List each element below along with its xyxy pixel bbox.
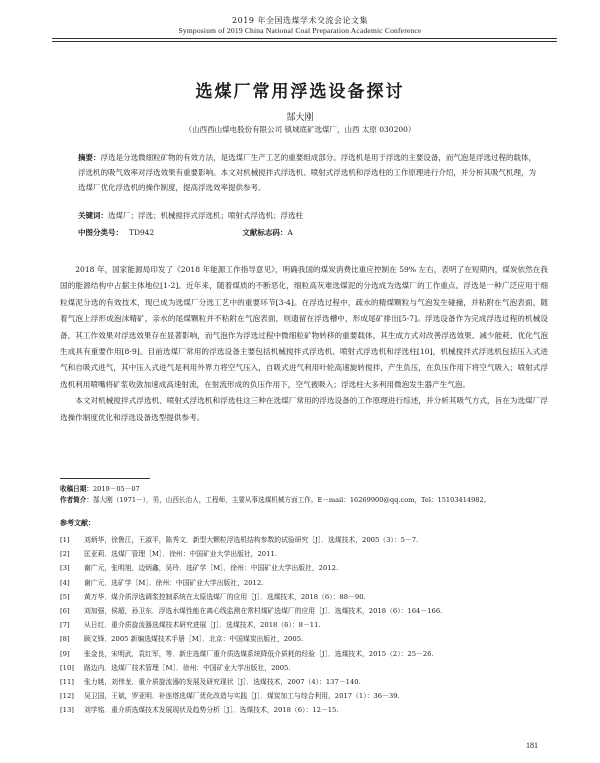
reference-item xyxy=(60,561,550,575)
reference-item xyxy=(60,675,550,689)
reference-text: 张力姚，刘伟龙．重介质旋流器的发展及研究现状［J］．选煤技术，2007（4）：137－140. xyxy=(84,678,361,687)
author-bio-label: 作者简介： xyxy=(60,496,93,504)
reference-number: [11] xyxy=(60,678,74,687)
reference-text: 谢广元，张明旭，边炳鑫，吴玲．选矿学［M］．徐州：中国矿业大学出版社，2012. xyxy=(84,564,339,573)
paper-title: 选煤厂常用浮选设备探讨 xyxy=(195,82,405,102)
page-number: 181 xyxy=(526,741,538,750)
paper-affiliation: （山西西山煤电股份有限公司 镇城底矿选煤厂，山西 太原 030200） xyxy=(184,125,416,134)
reference-item xyxy=(60,533,550,547)
clc-code: TD942 xyxy=(129,228,155,237)
footnote-rule xyxy=(60,478,150,479)
keywords xyxy=(78,210,536,221)
reference-item xyxy=(60,576,550,590)
reference-text: 刘学铭．重介质选煤技术发展现状及趋势分析［J］．选煤技术，2018（6）：12－15. xyxy=(84,706,339,715)
reference-text: 黄万华．煤介质浮选调浆控制系统在太原选煤厂的应用［J］．选煤技术，2018（6）：88－90. xyxy=(84,592,366,601)
received-date xyxy=(60,484,550,495)
reference-item xyxy=(60,590,550,604)
doc-code: A xyxy=(287,228,293,237)
classification xyxy=(78,227,536,238)
doc-code-label: 文献标志码： xyxy=(242,228,288,237)
running-header-cn: 2019 年全国选煤学术交流会论文集 xyxy=(232,16,368,25)
reference-item xyxy=(60,703,550,717)
reference-number: [5] xyxy=(60,592,70,601)
reference-number: [8] xyxy=(60,635,70,644)
header-rule xyxy=(52,38,557,39)
references-list xyxy=(60,533,550,718)
reference-text: 吴卫国，王斌，罗亚明．补连塔选煤厂优化改造与实践［J］．煤炭加工与综合利用，2017（1）：36－39. xyxy=(84,692,400,701)
reference-number: [10] xyxy=(60,663,74,672)
header-rule-thin xyxy=(52,41,557,42)
reference-item xyxy=(60,647,550,661)
body-paragraph-1: 2018 年，国家能源局印发了《2018 年能源工作指导意见》，明确我国的煤炭消费比重应控制在 59% 左右，表明了在短期内，煤炭依然在我国的能源结构中占据主体地位[1-2]。近年来，随着煤质的不断恶化，细粒高灰难选煤泥的分选成为选煤厂的工作重点。浮选是一种广泛应用于细粒煤泥分选的有效技术，现已成为选煤厂分选工艺中的重要环节[3-4]。在浮选过程中，疏水的精煤颗粒与气泡发生碰撞，并粘附在气泡表面，随着气泡上浮形成泡沫精矿，亲水的尾煤颗粒并不粘附在气泡表面，则遗留在浮选槽中，形成尾矿排出[5-7]。浮选设备作为完成浮选过程的机械设备，其工作效果对浮选效果存在显著影响，而气泡作为浮选过程中微细粒矿物转移的重要载体，其生成方式对改善浮选效果、减少能耗、优化气泡生成具有重要作用[8-9]。目前选煤厂常用的浮选设备主要包括机械搅拌式浮选机、喷射式浮选机和浮选柱[10]，机械搅拌式浮选机包括压入式进气和自吸式进气，其中压入式进气是利用外界力将空气压入，自吸式进气利用叶轮高速旋转搅拌，产生负压，在负压作用下将空气吸入；喷射式浮选机利用喷嘴将矿浆收敛加速成高速射流，在射流形成的负压作用下，空气被吸入；浮选柱大多利用微泡发生器产生气泡。 xyxy=(60,265,548,389)
body-text xyxy=(60,262,548,426)
reference-number: [3] xyxy=(60,564,70,573)
reference-number: [9] xyxy=(60,649,70,658)
paper-author: 郜大刚 xyxy=(286,113,314,123)
reference-item xyxy=(60,689,550,703)
reference-text: 从日红．重介质旋流器选煤技术研究进展［J］．选煤技术，2018（6）：8－11. xyxy=(84,621,321,630)
keywords-label: 关键词： xyxy=(78,211,108,220)
reference-text: 谢广元．选矿学［M］．徐州：中国矿业大学出版社，2012. xyxy=(84,578,264,587)
author-bio xyxy=(60,495,550,506)
reference-number: [12] xyxy=(60,692,74,701)
reference-text: 刘加强，侯超，孙卫东．浮选水煤性能在离心线监测在常村煤矿选煤厂的应用［J］．选煤技术，2018（6）：164－166. xyxy=(84,607,443,616)
body-paragraph-2: 本文对机械搅拌式浮选机、喷射式浮选机和浮选柱这三种在选煤厂常用的浮选设备的工作原理进行综述，并分析其吸气方式，旨在为选煤厂浮选操作制度优化和浮选设备选型提供参考。 xyxy=(60,396,548,422)
reference-text: 顾文锋．2005 新编选煤技术手册［M］．北京：中国煤炭出版社，2005. xyxy=(84,635,304,644)
abstract xyxy=(78,150,536,195)
reference-text: 匡亚莉．选煤厂管理［M］．徐州：中国矿业大学出版社，2011. xyxy=(84,550,277,559)
reference-item xyxy=(60,618,550,632)
reference-text: 张金良，宋明武，袁红军，等．新庄选煤厂重介质选煤系统降低介质耗的经验［J］．选煤技术，2015（2）：25－26. xyxy=(84,649,434,658)
abstract-label: 摘要： xyxy=(78,153,101,162)
reference-item xyxy=(60,661,550,675)
reference-number: [7] xyxy=(60,621,70,630)
reference-number: [1] xyxy=(60,536,70,544)
author-bio-text: 郜大刚（1971－），男，山西长治人，工程师，主要从事选煤机械方面工作。E－mail：16269900@qq.com，Tel：15103414982。 xyxy=(92,496,491,504)
keywords-text: 选煤厂；浮选；机械搅拌式浮选机；喷射式浮选机；浮选柱 xyxy=(108,211,303,220)
received-value: 2019－05－07 xyxy=(92,485,140,493)
references-title: 参考文献： xyxy=(60,519,95,527)
reference-number: [6] xyxy=(60,607,70,616)
reference-text: 刘炳华，徐鲁江，王淑平，陈秀文．新型大颗粒浮选机结构参数的试验研究［J］．选煤技术，2005（3）：5－7. xyxy=(84,536,419,544)
reference-item xyxy=(60,547,550,561)
received-label: 收稿日期： xyxy=(60,485,93,493)
reference-number: [2] xyxy=(60,550,70,559)
clc-label: 中图分类号： xyxy=(78,228,123,237)
reference-item xyxy=(60,632,550,646)
abstract-text: 浮选是分选微细粒矿物的有效方法，是选煤厂生产工艺的重要组成部分。浮选机是用于浮选的主要设备，而气泡是浮选过程的载体，浮选机的吸气效率对浮选效果有重要影响。本文对机械搅拌式浮选机、喷射式浮选机和浮选柱的工作原理进行介绍，并分析其吸气机理，为选煤厂优化浮选机的操作制度，提高浮选效率提供参考。 xyxy=(78,153,537,192)
reference-number: [4] xyxy=(60,578,70,587)
running-header-en: Symposium of 2019 China National Coal Preparation Academic Conference xyxy=(178,26,422,35)
reference-number: [13] xyxy=(60,706,74,715)
reference-text: 路边内．选煤厂技术管理［M］．徐州：中国矿业大学出版社，2005. xyxy=(84,663,291,672)
reference-item xyxy=(60,604,550,618)
footnotes xyxy=(60,484,550,506)
